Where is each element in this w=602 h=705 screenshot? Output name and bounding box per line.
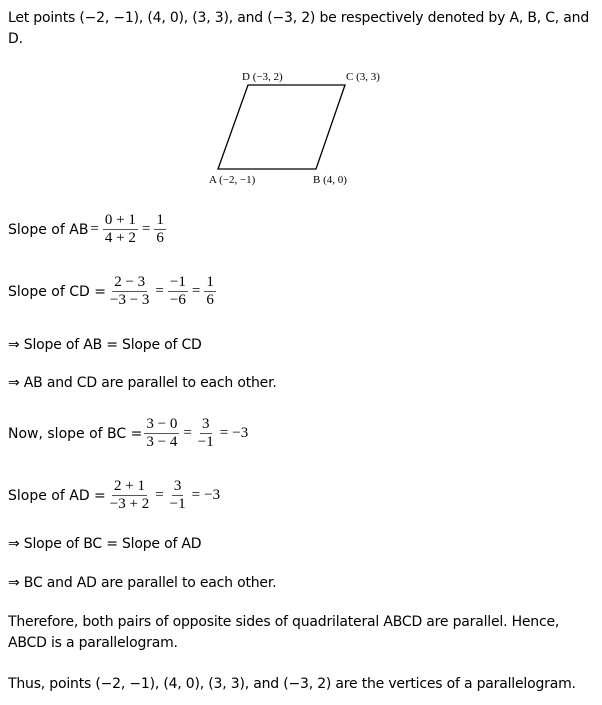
equals-sign: =	[141, 221, 151, 237]
conclusion-ab-cd-slopes: ⇒ Slope of AB = Slope of CD	[8, 337, 202, 353]
parallelogram-diagram	[200, 60, 400, 200]
denominator: −1	[169, 496, 186, 512]
slope-ad-equation	[8, 478, 222, 513]
numerator: 1	[206, 274, 214, 290]
vertex-label-d: D (−3, 2)	[242, 71, 283, 83]
denominator: 3 − 4	[146, 434, 178, 450]
numerator: 2 + 1	[114, 478, 145, 494]
conclusion-bc-ad-parallel: ⇒ BC and AD are parallel to each other.	[8, 575, 277, 591]
fraction	[144, 416, 179, 451]
result-value: −3	[232, 425, 249, 441]
vertex-label-c: C (3, 3)	[346, 71, 380, 83]
conclusion-ab-cd-parallel: ⇒ AB and CD are parallel to each other.	[8, 375, 277, 391]
denominator: 6	[156, 230, 164, 246]
equals-sign: =	[191, 487, 201, 503]
equals-sign: =	[90, 221, 99, 237]
equals-sign: =	[219, 425, 229, 441]
slope-bc-equation	[8, 416, 250, 451]
numerator: 3 − 0	[146, 416, 178, 432]
slope-cd-label: Slope of CD =	[8, 283, 106, 300]
fraction	[154, 212, 166, 247]
fraction	[168, 274, 188, 309]
therefore-paragraph: Therefore, both pairs of opposite sides of quadrilateral ABCD are parallel. Hence, ABCD is a parallelogram.	[8, 614, 560, 651]
parallelogram-shape	[218, 85, 345, 169]
result-value: −3	[204, 487, 221, 503]
vertex-label-b: B (4, 0)	[313, 174, 347, 186]
denominator: −3 + 2	[109, 496, 150, 512]
slope-cd-equation	[8, 274, 218, 309]
slope-bc-label: Now, slope of BC =	[8, 425, 143, 442]
fraction	[204, 274, 216, 309]
fraction	[108, 478, 151, 513]
final-conclusion: Thus, points (−2, −1), (4, 0), (3, 3), and (−3, 2) are the vertices of a parallelogram.	[8, 676, 576, 692]
slope-ab-equation	[8, 212, 168, 247]
conclusion-bc-ad-slopes: ⇒ Slope of BC = Slope of AD	[8, 536, 202, 552]
denominator: −3 − 3	[109, 292, 150, 308]
fraction	[103, 212, 138, 247]
numerator: −1	[169, 274, 186, 290]
fraction	[196, 416, 216, 451]
denominator: −6	[169, 292, 186, 308]
numerator: 2 − 3	[114, 274, 146, 290]
equals-sign: =	[155, 487, 164, 503]
fraction	[108, 274, 151, 309]
slope-ab-label: Slope of AB	[8, 221, 89, 238]
numerator: 1	[156, 212, 164, 228]
denominator: 6	[206, 292, 214, 308]
fraction	[168, 478, 188, 513]
numerator: 0 + 1	[104, 212, 136, 228]
numerator: 3	[173, 478, 182, 494]
numerator: 3	[202, 416, 210, 432]
equals-sign: =	[155, 283, 164, 299]
intro-text: Let points (−2, −1), (4, 0), (3, 3), and (−3, 2) be respectively denoted by A, B, C, and D.	[8, 10, 590, 47]
denominator: −1	[197, 434, 214, 450]
equals-sign: =	[191, 283, 201, 299]
slope-ad-label: Slope of AD =	[8, 487, 106, 504]
denominator: 4 + 2	[104, 230, 136, 246]
vertex-label-a: A (−2, −1)	[209, 174, 256, 186]
equals-sign: =	[183, 425, 192, 441]
